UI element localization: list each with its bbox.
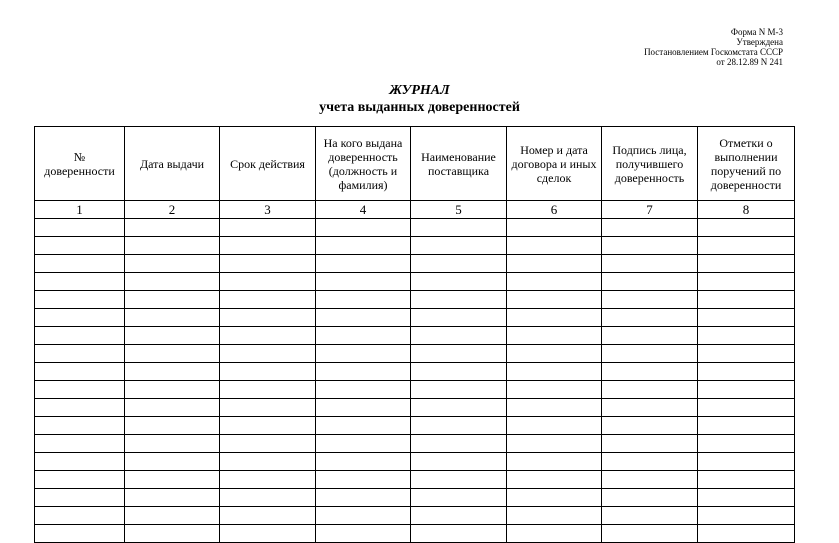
journal-entry-cell [507,309,602,327]
journal-entry-cell [602,417,698,435]
journal-entry-cell [220,219,316,237]
form-approved-by: Постановлением Госкомстата СССР [644,47,783,57]
column-number-cell: 8 [698,201,795,219]
journal-subtitle: учета выданных доверенностей [319,100,520,115]
journal-entry-cell [125,399,220,417]
header-cell: Отметки о выполнении поручений по доверенности [698,127,795,201]
journal-entry-cell [316,489,411,507]
journal-entry-cell [125,345,220,363]
journal-entry-cell [125,417,220,435]
journal-entry-row [35,489,795,507]
journal-entry-cell [507,291,602,309]
journal-entry-cell [125,489,220,507]
journal-entry-cell [507,471,602,489]
journal-entry-cell [698,435,795,453]
journal-entry-cell [507,273,602,291]
journal-entry-cell [220,309,316,327]
journal-entry-cell [125,453,220,471]
journal-entry-cell [411,291,507,309]
form-number: Форма N M-3 [730,27,783,37]
journal-entry-cell [316,219,411,237]
journal-entry-cell [35,327,125,345]
journal-entry-cell [507,453,602,471]
journal-entry-cell [698,453,795,471]
journal-entry-cell [125,363,220,381]
journal-entry-row [35,273,795,291]
journal-entry-row [35,507,795,525]
journal-entry-cell [125,237,220,255]
journal-entry-cell [220,489,316,507]
column-number-cell: 1 [35,201,125,219]
journal-entry-cell [125,435,220,453]
journal-entry-cell [125,471,220,489]
journal-entry-cell [507,417,602,435]
document-title [0,82,839,116]
journal-entry-cell [220,345,316,363]
journal-entry-cell [316,435,411,453]
journal-entry-cell [507,381,602,399]
journal-entry-cell [316,471,411,489]
journal-entry-cell [411,417,507,435]
journal-entry-cell [602,435,698,453]
journal-entry-cell [602,345,698,363]
journal-entry-cell [316,237,411,255]
journal-entry-cell [35,219,125,237]
column-number-cell: 7 [602,201,698,219]
journal-entry-row [35,363,795,381]
journal-entry-cell [698,417,795,435]
journal-entry-cell [35,489,125,507]
journal-entry-cell [35,453,125,471]
journal-entry-cell [698,489,795,507]
journal-entry-cell [220,273,316,291]
header-cell: Номер и дата договора и иных сделок [507,127,602,201]
column-number-cell: 3 [220,201,316,219]
journal-entry-cell [125,219,220,237]
header-cell: Дата выдачи [125,127,220,201]
journal-entry-cell [507,327,602,345]
journal-entry-row [35,417,795,435]
journal-entry-cell [602,399,698,417]
journal-entry-cell [220,417,316,435]
journal-entry-cell [35,291,125,309]
journal-entry-cell [125,381,220,399]
journal-entry-cell [698,291,795,309]
journal-entry-cell [411,327,507,345]
journal-entry-cell [220,327,316,345]
journal-entry-cell [698,525,795,543]
journal-entry-cell [602,219,698,237]
journal-entry-cell [35,309,125,327]
journal-entry-cell [125,255,220,273]
journal-entry-cell [698,381,795,399]
journal-entry-cell [411,525,507,543]
journal-entry-cell [125,327,220,345]
journal-entry-cell [507,255,602,273]
journal-entry-cell [411,363,507,381]
journal-entry-cell [316,363,411,381]
journal-entry-cell [602,255,698,273]
journal-entry-cell [602,507,698,525]
journal-entry-cell [35,399,125,417]
journal-entry-cell [125,525,220,543]
journal-entry-row [35,345,795,363]
journal-entry-cell [698,237,795,255]
journal-entry-cell [35,255,125,273]
journal-entry-cell [316,507,411,525]
form-approved-label: Утверждена [736,37,783,47]
header-cell: Срок действия [220,127,316,201]
header-cell: Наименование поставщика [411,127,507,201]
journal-entry-cell [411,219,507,237]
journal-entry-cell [507,507,602,525]
journal-entry-cell [602,453,698,471]
header-cell: На кого выдана доверенность (должность и фамилия) [316,127,411,201]
journal-entry-cell [316,327,411,345]
journal-entry-cell [35,381,125,399]
journal-entry-row [35,381,795,399]
table-header-row [35,127,795,201]
journal-entry-cell [125,273,220,291]
journal-entry-cell [698,273,795,291]
journal-entry-cell [602,291,698,309]
journal-entry-row [35,219,795,237]
journal-entry-cell [411,471,507,489]
column-number-row [35,201,795,219]
journal-entry-cell [602,525,698,543]
journal-entry-cell [35,417,125,435]
form-approval-date: от 28.12.89 N 241 [716,57,783,67]
journal-entry-cell [507,345,602,363]
journal-entry-cell [411,489,507,507]
header-cell: Подпись лица, получившего доверенность [602,127,698,201]
journal-entry-cell [698,345,795,363]
journal-entry-row [35,399,795,417]
journal-entry-cell [316,453,411,471]
journal-title: ЖУРНАЛ [389,83,450,98]
journal-entry-cell [698,363,795,381]
journal-entry-cell [220,525,316,543]
journal-entry-cell [602,381,698,399]
journal-entry-cell [698,471,795,489]
journal-entry-cell [316,381,411,399]
journal-entry-cell [411,507,507,525]
journal-entry-cell [35,345,125,363]
journal-entry-cell [35,525,125,543]
journal-entry-cell [316,273,411,291]
journal-entry-cell [507,399,602,417]
journal-entry-cell [411,273,507,291]
journal-entry-cell [35,237,125,255]
journal-entry-cell [316,309,411,327]
journal-entry-cell [507,435,602,453]
journal-entry-cell [220,291,316,309]
journal-entry-cell [602,327,698,345]
journal-entry-cell [698,399,795,417]
column-number-cell: 5 [411,201,507,219]
journal-entry-cell [125,507,220,525]
journal-entry-cell [602,273,698,291]
journal-entry-cell [411,237,507,255]
journal-entry-cell [507,489,602,507]
journal-entry-cell [35,435,125,453]
column-number-cell: 4 [316,201,411,219]
journal-entry-cell [220,399,316,417]
journal-entry-cell [220,507,316,525]
journal-entry-cell [316,525,411,543]
journal-entry-cell [602,363,698,381]
journal-entry-cell [602,471,698,489]
journal-entry-row [35,327,795,345]
journal-entry-cell [220,255,316,273]
journal-entry-cell [220,471,316,489]
journal-entry-cell [316,399,411,417]
journal-entry-cell [507,525,602,543]
journal-entry-cell [35,273,125,291]
journal-entry-cell [411,399,507,417]
journal-entry-row [35,471,795,489]
form-approval-block [644,27,783,67]
journal-entry-cell [602,489,698,507]
journal-entry-row [35,453,795,471]
journal-entry-row [35,435,795,453]
journal-entry-cell [35,507,125,525]
journal-entry-cell [507,237,602,255]
journal-entry-row [35,237,795,255]
column-number-cell: 6 [507,201,602,219]
journal-entry-cell [602,309,698,327]
journal-entry-cell [35,471,125,489]
journal-entry-cell [316,345,411,363]
journal-entry-cell [316,291,411,309]
journal-entry-cell [698,507,795,525]
column-number-cell: 2 [125,201,220,219]
journal-entry-row [35,525,795,543]
journal-entry-cell [411,255,507,273]
journal-entry-cell [220,237,316,255]
journal-entry-cell [411,345,507,363]
journal-entry-cell [507,219,602,237]
journal-entry-cell [125,291,220,309]
journal-table [34,126,795,543]
journal-entry-row [35,255,795,273]
journal-entry-cell [220,453,316,471]
journal-entry-cell [411,453,507,471]
journal-entry-cell [698,219,795,237]
journal-entry-cell [411,309,507,327]
journal-entry-cell [698,327,795,345]
journal-entry-cell [220,363,316,381]
journal-entry-cell [411,435,507,453]
journal-entry-cell [698,309,795,327]
journal-entry-cell [220,381,316,399]
journal-entry-cell [35,363,125,381]
journal-entry-cell [125,309,220,327]
journal-entry-cell [602,237,698,255]
journal-entry-row [35,309,795,327]
journal-entry-row [35,291,795,309]
journal-entry-cell [220,435,316,453]
journal-entry-cell [507,363,602,381]
journal-entry-cell [316,417,411,435]
journal-entry-cell [411,381,507,399]
header-cell: № доверенности [35,127,125,201]
journal-entry-cell [698,255,795,273]
journal-entry-cell [316,255,411,273]
